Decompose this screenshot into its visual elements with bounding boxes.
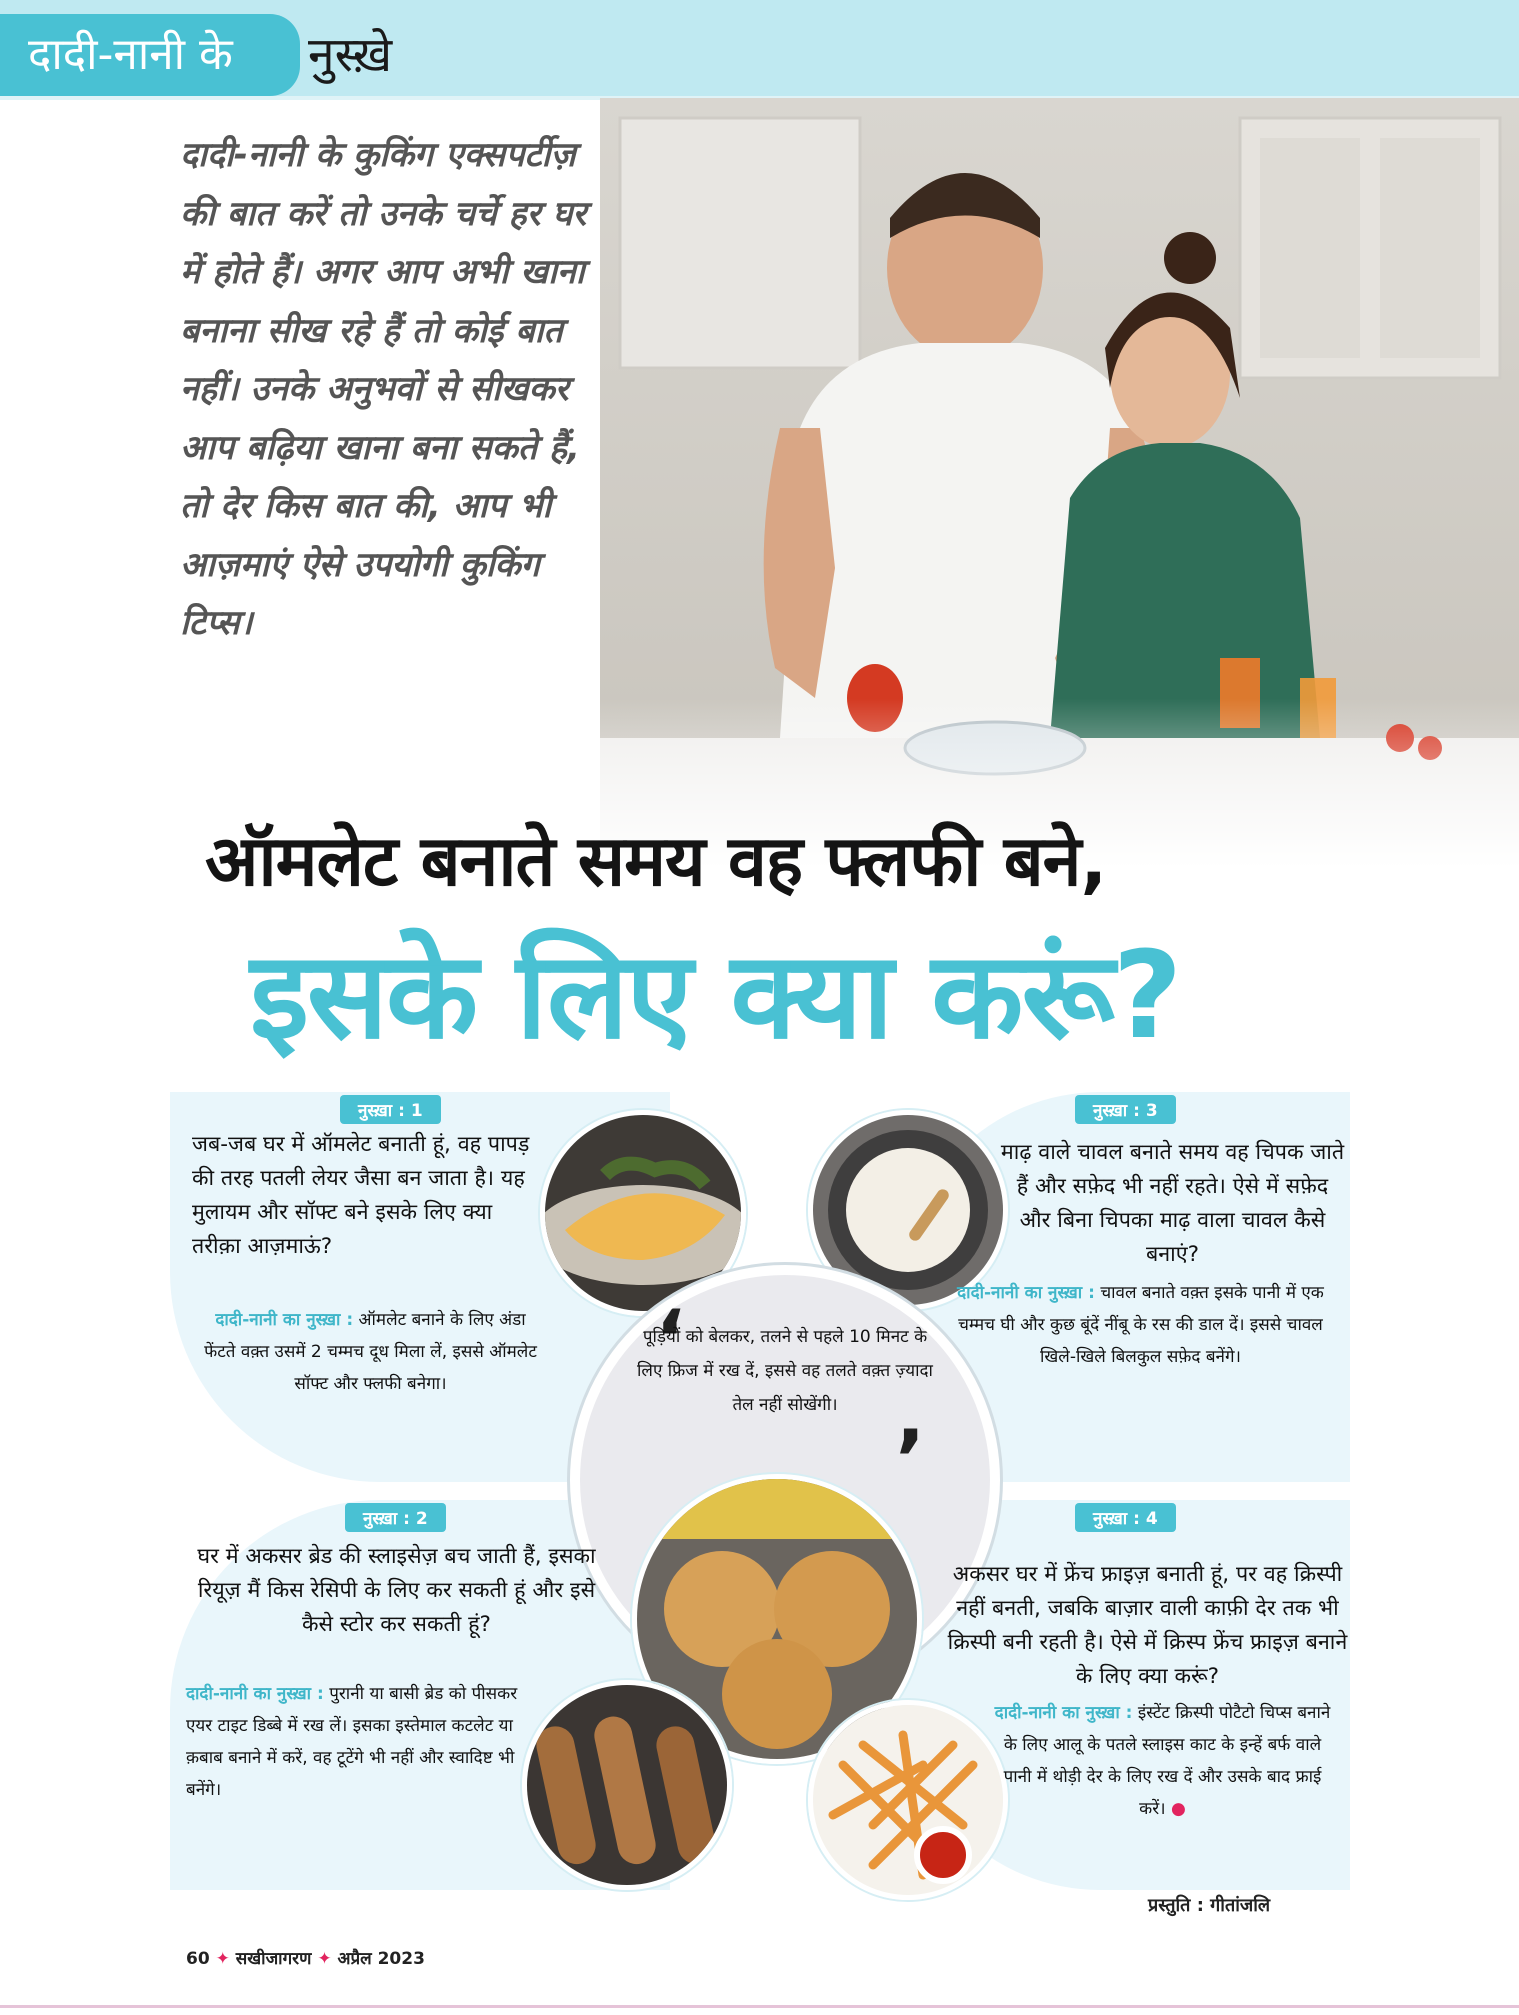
credit: प्रस्तुति : गीतांजलि xyxy=(1148,1895,1271,1916)
couple-cooking-illustration xyxy=(600,98,1519,868)
tip-4-answer-text: इंस्टेंट क्रिस्पी पोटैटो चिप्स बनाने के लिए आलू के पतले स्लाइस काट के इन्हें बर्फ वाले पानी में थोड़ी देर के लिए रख दें और उसके बाद फ्राई करें। xyxy=(1003,1703,1331,1819)
end-bullet-icon: ● xyxy=(1171,1799,1186,1819)
kabab-icon xyxy=(527,1685,727,1885)
star-icon: ✦ xyxy=(317,1949,332,1969)
hero-photo xyxy=(600,98,1519,868)
tip-1-answer-text: ऑमलेट बनाने के लिए अंडा फेंटते वक़्त उसमें 2 चम्मच दूध मिला लें, इससे ऑमलेट सॉफ्ट और फ्लफी बनेगा। xyxy=(204,1310,537,1394)
tip-1-label: नुस्ख़ा : 1 xyxy=(340,1095,441,1124)
tip-3-question: माढ़ वाले चावल बनाते समय वह चिपक जाते हैं और सफ़ेद भी नहीं रहते। ऐसे में सफ़ेद और बिना चिपका माढ़ वाला चावल कैसे बनाएं? xyxy=(1000,1140,1345,1267)
tip-2-question: घर में अकसर ब्रेड की स्लाइसेज़ बच जाती हैं, इसका रियूज़ मैं किस रेसिपी के लिए कर सकती हूं और इसे कैसे स्टोर कर सकती हूं? xyxy=(197,1544,596,1637)
tip-4-question: अकसर घर में फ्रेंच फ्राइज़ बनाती हूं, पर वह क्रिस्पी नहीं बनती, जबकि बाज़ार वाली काफ़ी देर तक भी क्रिस्पी बनी रहती है। ऐसे में क्रिस्प फ्रेंच फ्राइज़ बनाने के लिए क्या करूं? xyxy=(947,1562,1348,1689)
tip-3-answer xyxy=(938,1277,1343,1373)
tip-4-answer xyxy=(990,1697,1335,1825)
tip-2-answer xyxy=(186,1678,541,1806)
page-footer xyxy=(186,1946,425,1969)
tip-3-label: नुस्ख़ा : 3 xyxy=(1075,1095,1176,1124)
tip-2-answer-text: पुरानी या बासी ब्रेड को पीसकर एयर टाइट डिब्बे में रख लें। इसका इस्तेमाल कटलेट या क़बाब बनाने में करें, वह टूटेंगे भी नहीं और स्वादिष्ट भी बनेंगे। xyxy=(186,1684,518,1800)
tip-3-answer-text: चावल बनाते वक़्त इसके पानी में एक चम्मच घी और कुछ बूंदें नींबू के रस की डाल दें। इससे चावल खिले-खिले बिलकुल सफ़ेद बनेंगे। xyxy=(958,1283,1324,1367)
close-quote-icon: ’ xyxy=(895,1413,926,1506)
kabab-photo xyxy=(522,1680,732,1890)
tip-2-label: नुस्ख़ा : 2 xyxy=(345,1503,446,1532)
headline-line-1: ऑमलेट बनाते समय वह फ्लफी बने, xyxy=(205,820,1107,902)
tip-1-answer-label: दादी-नानी का नुस्ख़ा : xyxy=(215,1310,354,1330)
footer-divider xyxy=(0,2005,1519,2008)
headline-line-2: इसके लिए क्या करूं? xyxy=(250,927,1181,1066)
issue-date: अप्रैल 2023 xyxy=(337,1949,425,1969)
section-subtitle: नुस्ख़े xyxy=(308,27,393,83)
tip-3-answer-label: दादी-नानी का नुस्ख़ा : xyxy=(957,1283,1095,1303)
section-tag: दादी-नानी के xyxy=(0,14,300,96)
tip-4-label: नुस्ख़ा : 4 xyxy=(1075,1503,1176,1532)
page-number: 60 xyxy=(186,1949,210,1969)
tip-4-answer-label: दादी-नानी का नुस्ख़ा : xyxy=(994,1703,1133,1723)
tip-1-answer xyxy=(198,1304,543,1400)
star-icon: ✦ xyxy=(215,1949,230,1969)
magazine-name: सखीजागरण xyxy=(235,1949,312,1969)
intro-text: दादी-नानी के कुकिंग एक्सपर्टीज़ की बात करें तो उनके चर्चे हर घर में होते हैं। अगर आप अभी खाना बनाना सीख रहे हैं तो कोई बात नहीं। उनके अनुभवों से सीखकर आप बढ़िया खाना बना सकते हैं, तो देर किस बात की, आप भी आज़माएं ऐसे उपयोगी कुकिंग टिप्स। xyxy=(180,135,587,643)
tip-2-answer-label: दादी-नानी का नुस्ख़ा : xyxy=(186,1684,324,1704)
open-quote-icon: ‘ xyxy=(655,1293,686,1386)
french-fries-icon xyxy=(813,1705,1003,1895)
fries-photo xyxy=(808,1700,1008,1900)
quote-text: पूड़ियों को बेलकर, तलने से पहले 10 मिनट के लिए फ्रिज में रख दें, इससे वह तलते वक़्त ज़्यादा तेल नहीं सोखेंगी। xyxy=(637,1327,933,1415)
tip-1-question: जब-जब घर में ऑमलेट बनाती हूं, वह पापड़ की तरह पतली लेयर जैसा बन जाता है। यह मुलायम और सॉफ्ट बने इसके लिए क्या तरीक़ा आज़माऊं? xyxy=(192,1132,530,1259)
